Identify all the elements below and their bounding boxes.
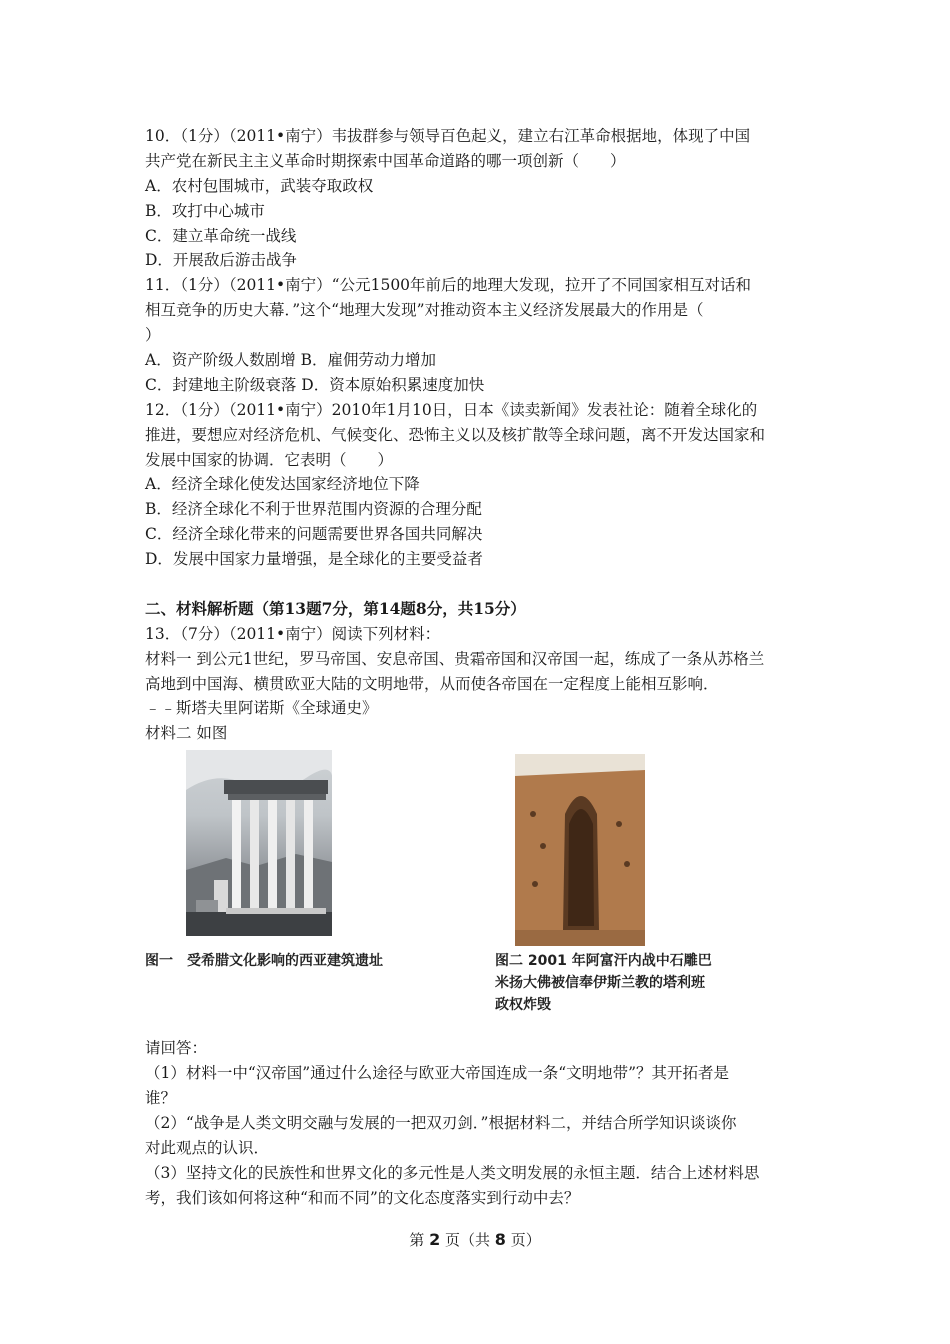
question-text: 共产党在新民主主义革命时期探索中国革命道路的哪一项创新（ ） bbox=[145, 151, 626, 170]
question-text: 12．（1分）（2011•南宁）2010年1月10日，日本《读卖新闻》发表社论：随着全球化的 bbox=[145, 400, 758, 419]
total-pages: 8 bbox=[494, 1230, 506, 1249]
sub-question-1: （1）材料一中“汉帝国”通过什么途径与欧亚大帝国连成一条“文明地带”？其开拓者是 bbox=[145, 1064, 730, 1083]
caption-line: 米扬大佛被信奉伊斯兰教的塔利班 bbox=[495, 975, 705, 992]
figure-ruins-photo bbox=[186, 750, 332, 936]
caption-line: 图二 2001 年阿富汗内战中石雕巴 bbox=[495, 953, 712, 970]
question-text: 相互竞争的历史大幕．”这个“地理大发现”对推动资本主义经济发展最大的作用是（ bbox=[145, 301, 704, 320]
figure-buddha-cliff-photo bbox=[515, 754, 645, 946]
colonnade-illustration bbox=[186, 750, 332, 936]
option-c: C．经济全球化带来的问题需要世界各国共同解决 bbox=[145, 525, 483, 544]
question-12 bbox=[145, 398, 815, 572]
option-d: D．开展敌后游击战争 bbox=[145, 251, 297, 270]
caption-line: 政权炸毁 bbox=[495, 997, 551, 1014]
answer-prompt: 请回答： bbox=[145, 1039, 208, 1058]
question-11 bbox=[145, 273, 815, 397]
question-10 bbox=[145, 124, 815, 273]
question-text: 11．（1分）（2011•南宁）“公元1500年前后的地理大发现，拉开了不同国家相互对话和 bbox=[145, 276, 752, 295]
sub-question-3: 考，我们该如何将这种“和而不同”的文化态度落实到行动中去？ bbox=[145, 1188, 580, 1207]
option-b: B．攻打中心城市 bbox=[145, 201, 265, 220]
question-text: 10．（1分）（2011•南宁）韦拔群参与领导百色起义，建立右江革命根据地，体现了中国 bbox=[145, 127, 751, 145]
question-13 bbox=[145, 622, 815, 1211]
option-d: D．发展中国家力量增强，是全球化的主要受益者 bbox=[145, 550, 483, 569]
material-one: 材料一 到公元1世纪，罗马帝国、安息帝国、贵霜帝国和汉帝国一起，练成了一条从苏格兰 bbox=[145, 649, 765, 668]
figures bbox=[145, 750, 815, 1036]
option-a: A．经济全球化使发达国家经济地位下降 bbox=[145, 475, 420, 494]
option-b: B．经济全球化不利于世界范围内资源的合理分配 bbox=[145, 500, 482, 519]
question-text: 推进，要想应对经济危机、气候变化、恐怖主义以及核扩散等全球问题，离不开发达国家和 bbox=[145, 425, 766, 444]
section-heading: 二、材料解析题（第13题7分，第14题8分，共15分） bbox=[145, 598, 526, 618]
page-content bbox=[145, 124, 815, 1211]
material-two-label: 材料二 如图 bbox=[145, 724, 228, 743]
question-text: 13．（7分）（2011•南宁）阅读下列材料： bbox=[145, 624, 441, 643]
options-ab: A．资产阶级人数剧增 B．雇佣劳动力增加 bbox=[145, 351, 437, 370]
sub-question-1: 谁？ bbox=[145, 1089, 177, 1108]
page-footer bbox=[0, 1229, 950, 1250]
options-cd: C．封建地主阶级衰落 D．资本原始积累速度加快 bbox=[145, 375, 485, 394]
footer-text: 第 bbox=[409, 1231, 425, 1249]
spacer bbox=[145, 572, 815, 597]
option-c: C．建立革命统一战线 bbox=[145, 226, 297, 245]
material-one: 高地到中国海、横贯欧亚大陆的文明地带，从而使各帝国在一定程度上能相互影响． bbox=[145, 674, 719, 693]
question-text: 发展中国家的协调．它表明（ ） bbox=[145, 450, 394, 469]
option-a: A．农村包围城市，武装夺取政权 bbox=[145, 176, 374, 195]
footer-text: 页（共 bbox=[444, 1231, 490, 1249]
question-text: ） bbox=[145, 326, 161, 345]
material-source: ﹣﹣斯塔夫里阿诺斯《全球通史》 bbox=[145, 699, 378, 718]
footer-text: 页） bbox=[510, 1231, 541, 1249]
figure-2-caption bbox=[495, 950, 712, 1016]
figure-1-caption: 图一 受希腊文化影响的西亚建筑遗址 bbox=[145, 953, 383, 970]
sub-question-2: （2）“战争是人类文明交融与发展的一把双刃剑．”根据材料二，并结合所学知识谈谈你 bbox=[145, 1113, 737, 1132]
sub-question-3: （3）坚持文化的民族性和世界文化的多元性是人类文明发展的永恒主题．结合上述材料思 bbox=[145, 1163, 760, 1182]
sub-question-2: 对此观点的认识． bbox=[145, 1138, 270, 1157]
cliff-niche-illustration bbox=[515, 754, 645, 946]
page-number: 2 bbox=[429, 1230, 441, 1249]
